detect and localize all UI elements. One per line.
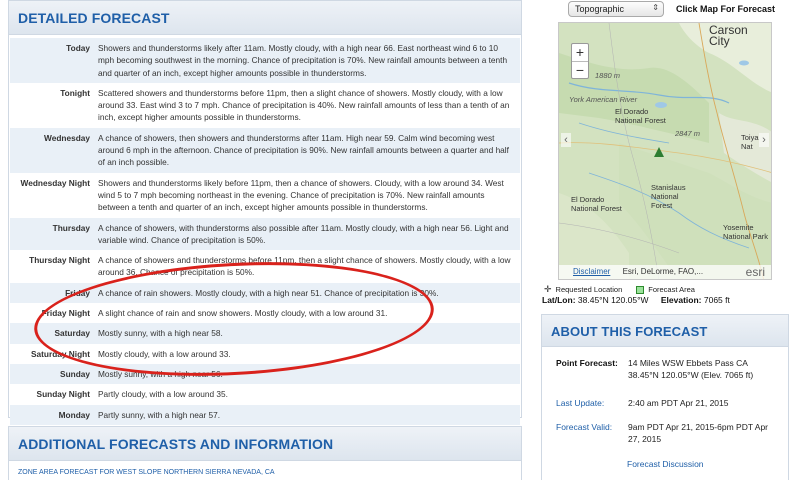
zoom-out-button[interactable]: − <box>575 62 585 78</box>
elevation-label: Elevation: <box>660 295 702 305</box>
additional-forecasts-panel <box>8 426 522 480</box>
forecast-row <box>10 364 520 384</box>
forecast-period: Sunday <box>60 368 90 379</box>
latlon-label: Lat/Lon: <box>542 295 576 305</box>
forecast-period: Saturday <box>54 328 90 339</box>
forecast-period: Wednesday <box>44 132 90 143</box>
detailed-forecast-panel <box>8 0 522 418</box>
map-label-elevation-2: 2847 m <box>675 129 701 138</box>
map-label-river: York American River <box>569 95 638 104</box>
detailed-forecast-title: DETAILED FORECAST <box>18 10 170 26</box>
forecast-text: Partly cloudy, with a low around 35. <box>98 389 228 400</box>
forecast-text: Scattered showers and thunderstorms before 11pm, then a slight chance of showers. Mostly cloudy, with a low around 33. East wind 3 to 7 mph. Chance of precipitation is 40%. New rainfall amounts of less than a tenth of an inch, except higher amounts possible in thunderstorms. <box>98 87 510 123</box>
forecast-text: Mostly sunny, with a high near 56. <box>98 368 223 379</box>
zone-forecast-link[interactable]: ZONE AREA FORECAST FOR WEST SLOPE NORTHERN SIERRA NEVADA, CA <box>18 469 275 476</box>
forecast-valid-row <box>556 421 778 445</box>
map-label-toiyabe: Toiya Nat <box>741 133 759 151</box>
map-label-elevation: 1880 m <box>595 71 621 80</box>
latlon-value: 38.45°N 120.05°W <box>577 295 649 305</box>
forecast-row <box>10 405 520 425</box>
forecast-text: Partly sunny, with a high near 57. <box>98 409 221 420</box>
forecast-row <box>10 128 520 173</box>
point-forecast-value: 14 Miles WSW Ebbets Pass CA 38.45°N 120.05°W (Elev. 7065 ft) <box>628 358 754 380</box>
pan-left-button[interactable]: ‹ <box>561 133 571 147</box>
forecast-valid-value: 9am PDT Apr 21, 2015-6pm PDT Apr 27, 2015 <box>628 422 769 444</box>
additional-forecasts-header <box>9 427 521 461</box>
map-footer <box>559 265 771 279</box>
forecast-text: Mostly cloudy, with a low around 33. <box>98 348 231 359</box>
forecast-area-label: Forecast Area <box>648 285 695 294</box>
forecast-row <box>10 173 520 218</box>
detailed-forecast-header <box>9 1 521 35</box>
map-terrain <box>559 23 772 280</box>
esri-logo: esri <box>745 265 765 279</box>
map-label-yosemite: Yosemite National Park <box>723 223 769 241</box>
map-zoom-control <box>571 43 589 79</box>
forecast-text: A chance of showers, with thunderstorms also possible after 11am. Mostly cloudy, with a high near 56. Light and variable wind. Chance of precipitation is 50%. <box>98 222 509 245</box>
forecast-valid-link[interactable]: Forecast Valid: <box>556 422 613 432</box>
about-forecast-title: ABOUT THIS FORECAST <box>551 324 708 339</box>
forecast-row <box>10 344 520 364</box>
map-label-eldorado-forest-2: El Dorado National Forest <box>571 195 622 213</box>
crosshair-icon: ✛ <box>544 284 552 294</box>
forecast-table <box>10 38 520 425</box>
map-disclaimer-link[interactable]: Disclaimer <box>573 267 611 276</box>
forecast-row <box>10 218 520 251</box>
location-coords <box>542 295 730 305</box>
forecast-period: Thursday Night <box>29 255 90 266</box>
map-label-carson-city: Carson City <box>709 23 748 48</box>
map-hint: Click Map For Forecast <box>676 4 776 14</box>
point-forecast-row <box>556 357 778 381</box>
forecast-period: Sunday Night <box>36 389 90 400</box>
additional-forecasts-title: ADDITIONAL FORECASTS AND INFORMATION <box>18 436 334 452</box>
map-label-eldorado-forest: El Dorado National Forest <box>615 107 666 125</box>
forecast-text: A chance of showers, then showers and thunderstorms after 11am. High near 59. Calm wind becoming west around 6 mph in the afternoon. Chance of precipitation is 90%. New rainfall amounts between a quarter and half of an inch possible. <box>98 132 509 168</box>
forecast-text: Showers and thunderstorms likely before 11pm, then a chance of showers. Cloudy, with a low around 34. West wind 5 to 7 mph becoming northeast in the evening. Chance of precipitation is 70%. New rainfall amounts between a tenth and quarter of an inch, except higher amounts possible in thunderstorms. <box>98 177 504 213</box>
map-type-value: Topographic <box>575 4 625 14</box>
forecast-discussion-link[interactable]: Forecast Discussion <box>627 459 704 469</box>
map-attribution: Esri, DeLorme, FAO,... <box>622 267 704 276</box>
about-forecast-panel <box>541 314 789 480</box>
forecast-text: A chance of showers and thunderstorms before 11pm, then a slight chance of showers. Mostly cloudy, with a low around 36. Chance of precipitation is 50%. <box>98 255 511 278</box>
forecast-area-swatch <box>636 286 644 294</box>
map-label-stanislaus: Stanislaus National Forest <box>651 183 686 210</box>
forecast-period: Friday <box>65 287 90 298</box>
forecast-text: Showers and thunderstorms likely after 11am. Mostly cloudy, with a high near 66. East northeast wind 6 to 10 mph becoming southwest in the morning. Chance of precipitation is 70%. New rainfall amounts between a tenth and quarter of an inch, except higher amounts possible in thunderstorms. <box>98 43 508 78</box>
forecast-text: Mostly sunny, with a high near 58. <box>98 328 223 339</box>
forecast-row <box>10 303 520 323</box>
elevation-value: 7065 ft <box>703 295 730 305</box>
forecast-row <box>10 250 520 283</box>
zoom-in-button[interactable]: + <box>572 44 588 62</box>
map-legend <box>544 284 695 295</box>
forecast-period: Today <box>66 43 90 53</box>
forecast-map[interactable] <box>558 22 772 280</box>
last-update-value: 2:40 am PDT Apr 21, 2015 <box>628 398 729 408</box>
forecast-row <box>10 323 520 343</box>
forecast-period: Tonight <box>60 87 90 98</box>
last-update-link[interactable]: Last Update: <box>556 398 605 408</box>
forecast-text: A slight chance of rain and snow showers. Mostly cloudy, with a low around 31. <box>98 308 388 319</box>
forecast-period: Saturday Night <box>30 348 90 359</box>
requested-location-label: Requested Location <box>555 285 623 294</box>
forecast-row <box>10 83 520 128</box>
forecast-period: Monday <box>58 409 90 420</box>
forecast-period: Thursday <box>52 222 90 233</box>
about-forecast-header <box>542 315 788 347</box>
map-type-select[interactable] <box>568 1 664 17</box>
forecast-row <box>10 384 520 404</box>
forecast-period: Wednesday Night <box>20 177 90 188</box>
forecast-row <box>10 283 520 303</box>
point-forecast-label: Point Forecast: <box>556 358 618 368</box>
forecast-period: Friday Night <box>41 308 90 319</box>
pan-right-button[interactable]: › <box>759 133 769 147</box>
forecast-row <box>10 38 520 83</box>
last-update-row <box>556 397 778 409</box>
forecast-text: A chance of rain showers. Mostly cloudy, with a high near 51. Chance of precipitation is 30%. <box>98 287 439 298</box>
select-arrows-icon: ⇕ <box>652 3 659 12</box>
